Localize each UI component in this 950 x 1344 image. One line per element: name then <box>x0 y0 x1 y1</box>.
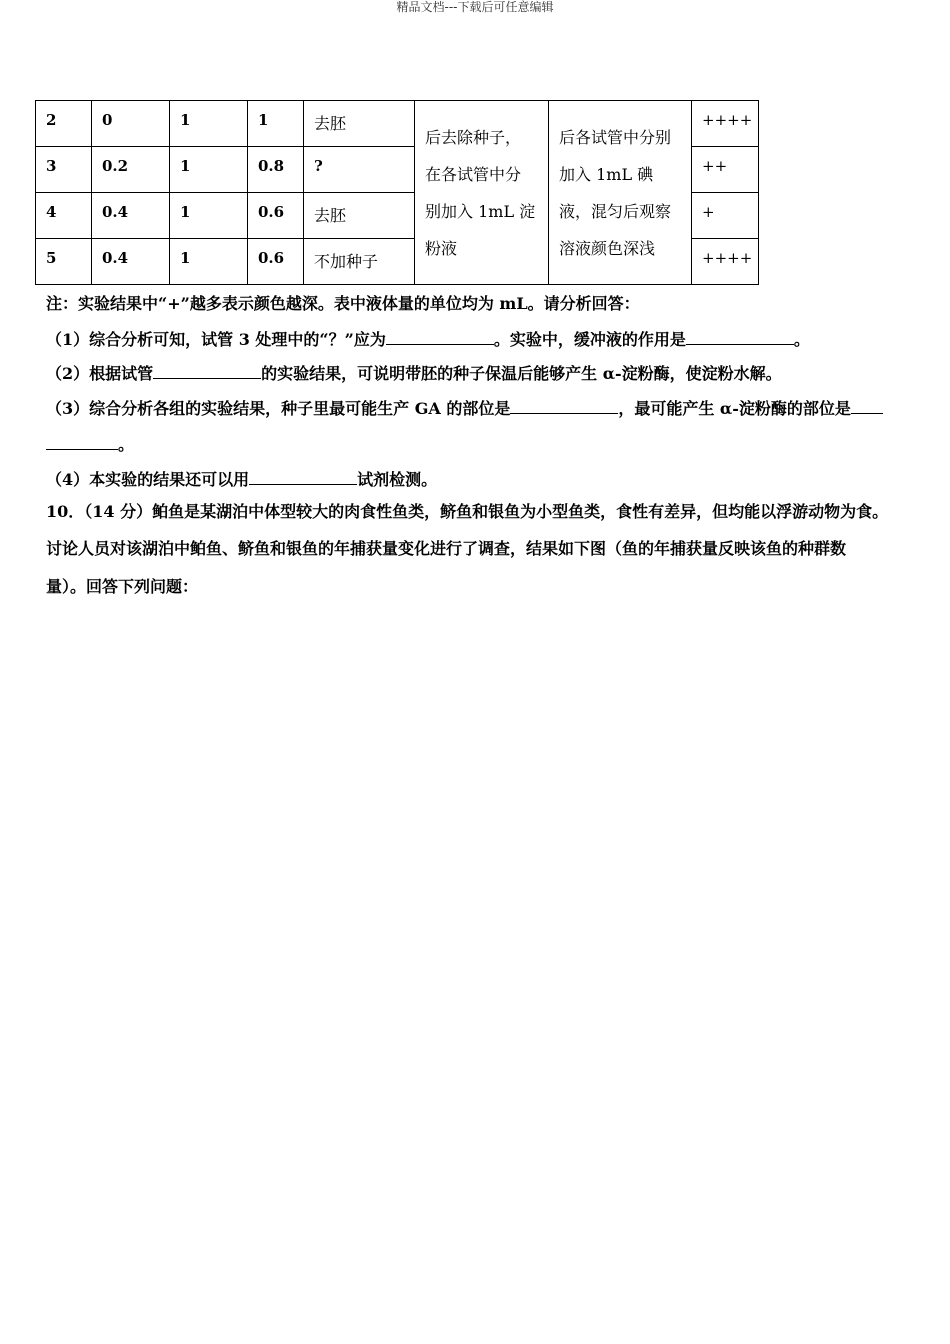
q2-text: （2）根据试管 <box>46 364 154 383</box>
cell-value: 1 <box>248 101 304 147</box>
answer-blank <box>153 362 261 379</box>
cell-value: 1 <box>170 193 248 239</box>
cell-value: 0 <box>92 101 170 147</box>
seed-treatment: 去胚 <box>304 193 415 239</box>
question-3 <box>46 397 926 419</box>
tube-number: 4 <box>36 193 92 239</box>
result: + <box>692 193 759 239</box>
seed-treatment: ? <box>304 147 415 193</box>
step2-line: 溶液颜色深浅 <box>559 238 656 258</box>
question-10-line: 讨论人员对该湖泊中鲌鱼、鲚鱼和银鱼的年捕获量变化进行了调查，结果如下图（鱼的年捕获量反映该鱼的种群数 <box>46 539 847 558</box>
answer-blank <box>386 328 494 345</box>
step-iodine <box>549 101 692 285</box>
q4-text: 试剂检测。 <box>357 470 438 489</box>
question-3-cont <box>46 433 926 455</box>
cell-value: 0.4 <box>92 239 170 285</box>
cell-value: 1 <box>170 147 248 193</box>
answer-blank <box>510 397 618 414</box>
q3-text: 。 <box>118 435 135 454</box>
result: ++ <box>692 147 759 193</box>
cell-value: 0.6 <box>248 193 304 239</box>
table-note: 注：实验结果中“+”越多表示颜色越深。表中液体量的单位均为 mL。请分析回答： <box>46 294 640 313</box>
cell-value: 0.8 <box>248 147 304 193</box>
question-10-line: 10．（14 分）鲌鱼是某湖泊中体型较大的肉食性鱼类，鲚鱼和银鱼为小型鱼类，食性有差异，但均能以浮游动物为食。 <box>46 502 889 521</box>
q2-text: 的实验结果，可说明带胚的种子保温后能够产生 α-淀粉酶，使淀粉水解。 <box>261 364 782 383</box>
seed-treatment: 不加种子 <box>304 239 415 285</box>
q1-text: 。实验中，缓冲液的作用是 <box>493 330 686 349</box>
step2-line: 加入 1mL 碘 <box>559 164 654 184</box>
cell-value: 0.4 <box>92 193 170 239</box>
step2-line: 后各试管中分别 <box>559 127 672 147</box>
question-2 <box>46 362 926 384</box>
cell-value: 1 <box>170 239 248 285</box>
answer-blank <box>686 328 794 345</box>
answer-blank <box>249 468 357 485</box>
step1-line: 别加入 1mL 淀 <box>425 201 536 221</box>
question-10-line: 量）。回答下列问题： <box>46 577 199 596</box>
step-remove-seeds <box>415 101 549 285</box>
q3-text: ，最可能产生 α-淀粉酶的部位是 <box>618 399 851 418</box>
q3-text: （3）综合分析各组的实验结果，种子里最可能生产 GA 的部位是 <box>46 399 511 418</box>
cell-value: 0.2 <box>92 147 170 193</box>
cell-value: 0.6 <box>248 239 304 285</box>
tube-number: 2 <box>36 101 92 147</box>
cell-value: 1 <box>170 101 248 147</box>
tube-number: 5 <box>36 239 92 285</box>
q1-text: （1）综合分析可知，试管 3 处理中的“？”应为 <box>46 330 386 349</box>
experiment-table <box>35 100 759 285</box>
q4-text: （4）本实验的结果还可以用 <box>46 470 250 489</box>
question-1 <box>46 328 926 350</box>
result: ++++ <box>692 239 759 285</box>
step1-line: 粉液 <box>425 238 458 258</box>
step1-line: 在各试管中分 <box>425 164 522 184</box>
answer-blank <box>46 433 118 450</box>
answer-blank <box>851 397 883 414</box>
step2-line: 液，混匀后观察 <box>559 201 672 221</box>
step1-line: 后去除种子， <box>425 127 522 147</box>
question-4 <box>46 468 926 490</box>
result: ++++ <box>692 101 759 147</box>
table-row <box>36 101 759 147</box>
page-header: 精品文档---下载后可任意编辑 <box>396 0 554 14</box>
q1-text: 。 <box>793 330 810 349</box>
seed-treatment: 去胚 <box>304 101 415 147</box>
tube-number: 3 <box>36 147 92 193</box>
